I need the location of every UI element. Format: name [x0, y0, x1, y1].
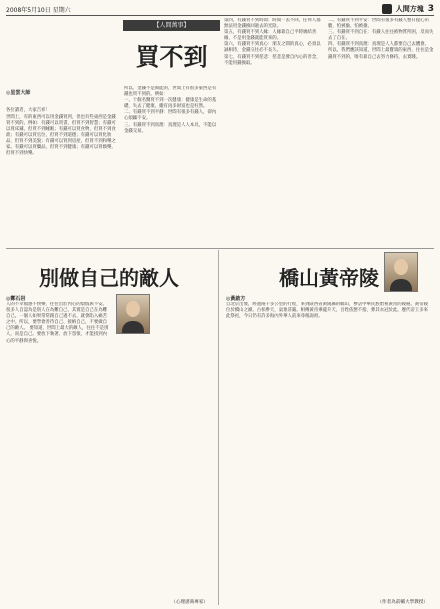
article-column-2: 所以，金錢不是萬能的，世間上有很多東西是有錢也買不到的。例如： 一、十個名醫買不到一次健康：健康是生命的基礎，失去了健康，縱有再多財富也是枉然。 二、有錢買不到平靜：世間有很多有錢人，卻內心煩躁不安。 三、有錢買不到真理：真理是人人本具，不能以金錢交易。: [124, 86, 217, 134]
page-header: [6, 3, 434, 16]
column-divider: [218, 250, 219, 605]
right-article-text: 自北京出發，經過兩千多公里的行程，來到陝西省黃陵縣的橋山，參訪中華民族始祖黃帝的陵寢。黃帝陵位於橋山之巔，古柏參天，氣象莊嚴。相傳黃帝乘龍升天，百姓依戀不捨，葬其衣冠於此。歷代帝王多來此祭祀，今日仍有許多海內外華人前來尋根謁祖。: [226, 302, 428, 320]
issue-date: 2008年5月10日 星期六: [6, 6, 71, 14]
right-article-caption: （作者為前輔大學教授）: [377, 600, 428, 605]
top-article: [6, 18, 434, 249]
article-column-3: 第四，有錢買不到時間：時間一去不回，任何人都無法用金錢換回逝去的光陰。 第五，有錢買不到人緣：人緣靠自己平時廣結善緣，不是用金錢就能買來的。 第六，有錢買不到真心：朋友之間的真心，必須以誠相待，金錢交往必不長久。 第七，有錢買不到慈悲：慈悲是發自內心的善念，不能用錢換取。: [224, 18, 321, 66]
left-article-title: 別做自己的敵人: [39, 266, 179, 290]
header-right: [382, 4, 434, 14]
article-byline: ◎星雲大師: [6, 90, 31, 97]
left-article-caption: （心理諮商專家）: [171, 600, 208, 605]
author-photo: [116, 294, 150, 334]
article-title: 買不到: [135, 42, 208, 71]
left-article: [6, 252, 212, 605]
page-number: 3: [427, 4, 434, 14]
left-article-byline: ◎鄭石岩: [6, 296, 26, 302]
section-logo-icon: [382, 4, 392, 14]
right-article-title: 橋山黃帝陵: [279, 266, 379, 290]
section-name: 人間方塊: [395, 5, 424, 13]
article-column-4: 二、有錢買不到平安：世間有很多有錢人整日提心吊膽，怕被偷、怕被搶。 三、有錢買不到自在：有錢人往往被物質所困，反而失去了自在。 四、有錢買不到真理：真理是人人都要自己去體會。 所以，我們應該知道，世間上最寶貴的東西，往往是金錢買不到的，唯有靠自己去努力修持、去實踐。: [328, 18, 434, 60]
article-col1-text: 各位讀者，大家吉祥！ 世間上，有的東西可以用金錢買到，但也有些東西是金錢買不到的。例如：有錢可以買書，但買不到智慧；有錢可以買床鋪，但買不到睡眠；有錢可以買食物，但買不到食欲；有錢可以買官位，但買不到道德；有錢可以買化妝品，但買不到美貌；有錢可以買到房屋，但買不到和樂之家。有錢可以買藥品，但買不到健康；有錢可以買娛樂，但買不到快樂。: [6, 108, 116, 157]
right-article: [226, 252, 432, 605]
left-article-text: 人的不幸福感不快樂，往往出於內心的煩惱與不安。很多人自認為是別人在為難自己，其實是自己在為難自己。一個人如果常常跟自己過不去，就會陷入痛苦之中。所以，要學會善待自己、接納自己，不要做自己的敵人。 要知道，世間上最大的敵人，往往不是別人，而是自己。要放下執著、放下怨恨，才能找到內心的平靜與喜悅。: [6, 302, 109, 344]
right-article-byline: ◎黃啟方: [226, 296, 246, 302]
article-column-1: [6, 78, 118, 238]
section-label: 【人間萬事】: [123, 20, 220, 31]
author-photo: [384, 252, 418, 292]
